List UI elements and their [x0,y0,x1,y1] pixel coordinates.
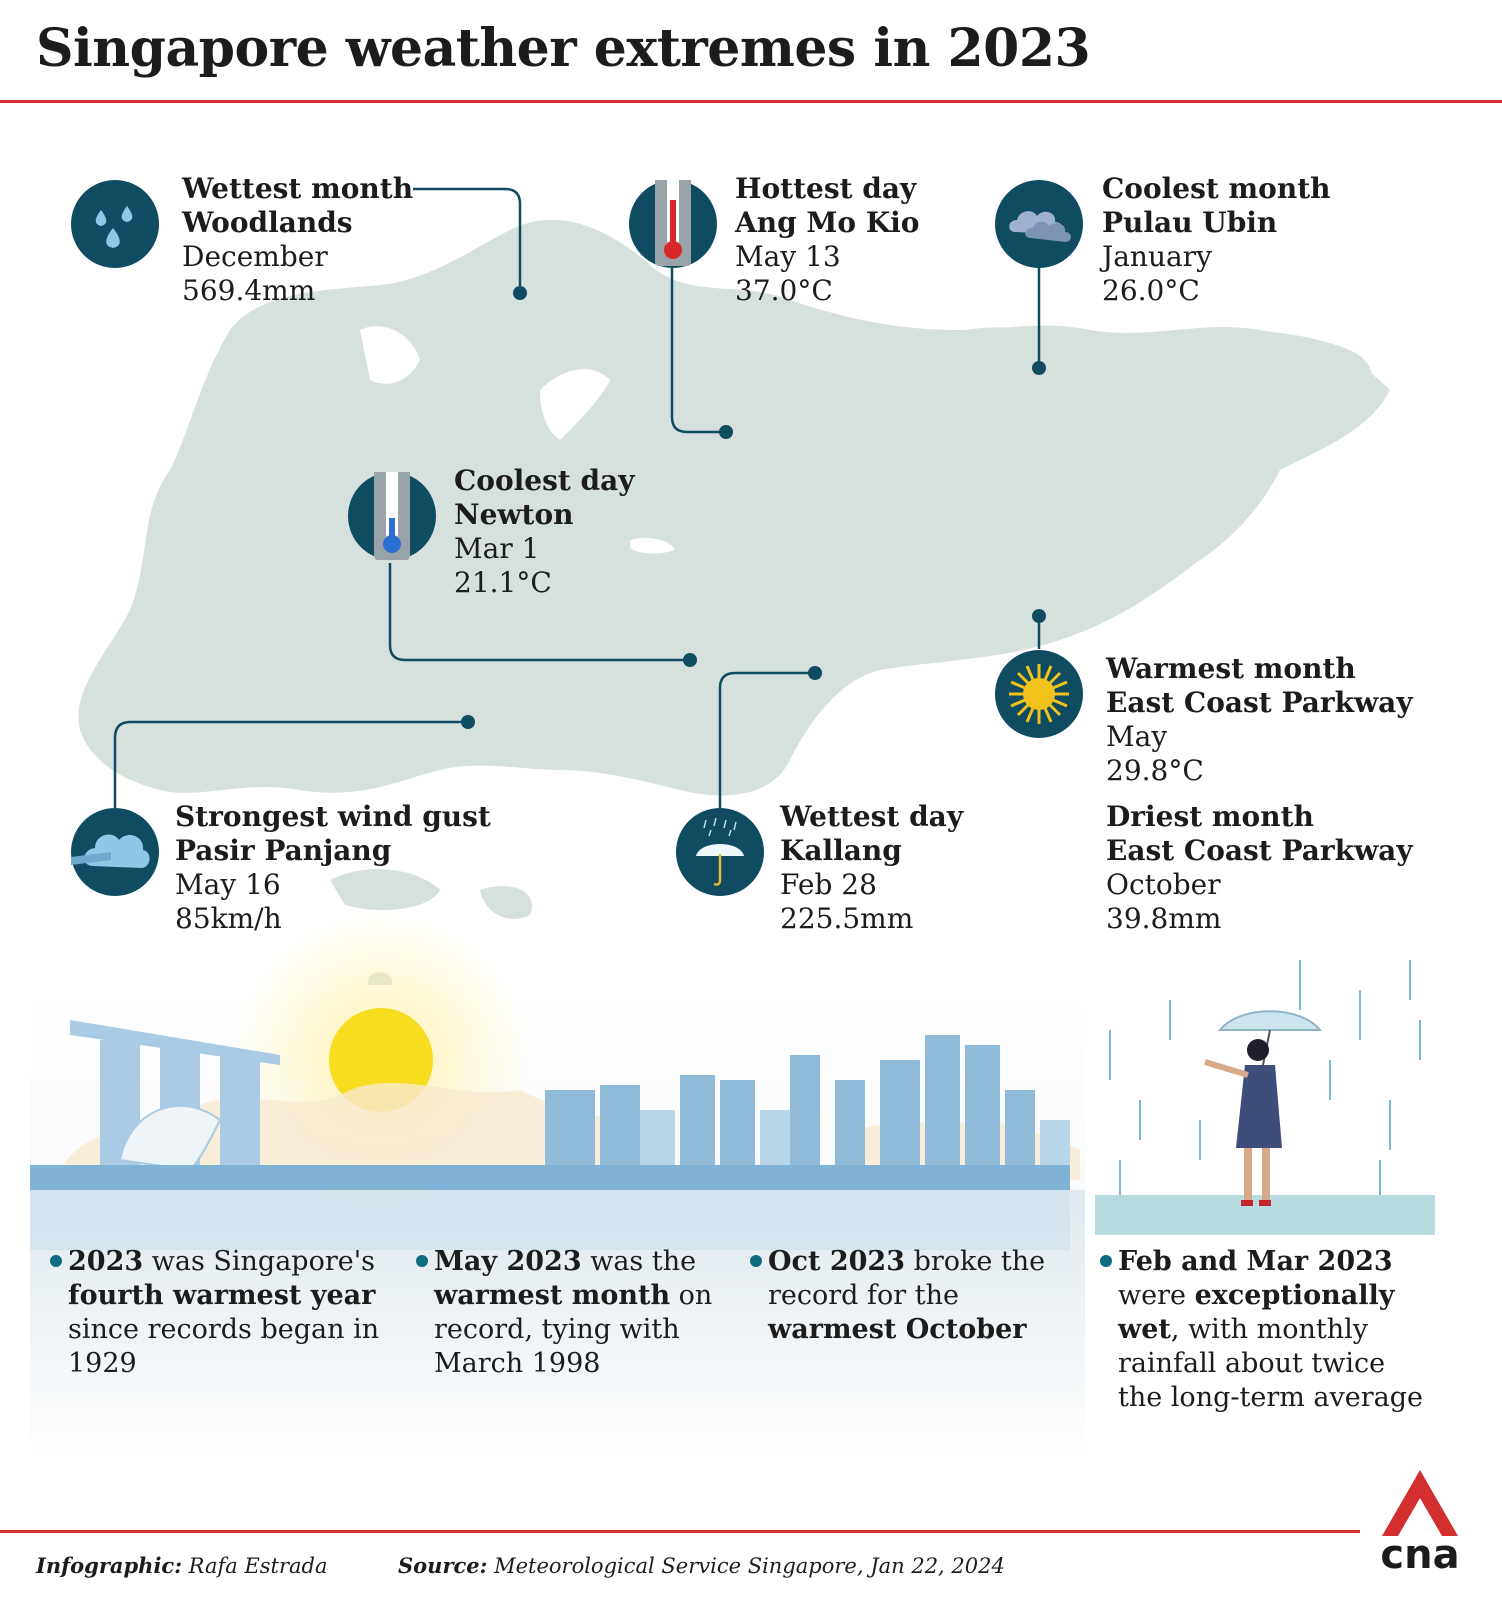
source-value: Meteorological Service Singapore, Jan 22, 2024 [494,1554,1005,1578]
extreme-date: December [182,240,328,273]
bullet-icon [750,1255,762,1267]
extreme-date: May 13 [735,240,841,273]
extreme-heading: Hottest day [735,172,917,205]
extreme-heading: Strongest wind gust [175,800,491,833]
label-coolest-day [454,464,635,600]
fact-warmest-month [416,1245,736,1381]
woman-with-umbrella-illustration [1205,1011,1320,1206]
extreme-place: East Coast Parkway [1106,834,1413,867]
wind-cloud-icon [71,808,159,896]
extreme-value: 85km/h [175,902,282,935]
extreme-date: January [1102,240,1212,273]
location-dot [1032,609,1046,623]
source-label: Source: [398,1553,488,1578]
location-dot [461,715,475,729]
extreme-date: October [1106,868,1221,901]
location-dot [513,286,527,300]
label-driest-month [1106,800,1413,936]
fact-fourth-warmest-year [50,1245,400,1381]
sun-icon [995,650,1083,738]
extreme-value: 569.4mm [182,274,316,307]
fact-text: was the [581,1246,697,1277]
fact-text: record for the [768,1280,959,1311]
fact-text: 1929 [68,1348,137,1379]
extreme-value: 39.8mm [1106,902,1222,935]
extreme-place: Pulau Ubin [1102,206,1278,239]
fact-bold: exceptionally [1194,1280,1395,1311]
label-hottest-day [735,172,919,308]
label-coolest-month [1102,172,1330,308]
extreme-place: East Coast Parkway [1106,686,1413,719]
credit-value: Rafa Estrada [188,1554,328,1578]
fact-text: March 1998 [434,1348,601,1379]
location-dot [808,666,822,680]
fact-text: since records began in [68,1314,380,1345]
extreme-heading: Coolest day [454,464,635,497]
skyline-reflection [30,1190,1070,1250]
thermometer-hot-icon [629,180,717,268]
extreme-value: 29.8°C [1106,754,1204,787]
fact-warmest-october [750,1245,1070,1347]
extreme-heading: Wettest month [182,172,414,205]
umbrella-rain-icon [676,808,764,896]
label-wettest-month [182,172,413,308]
fact-bold: warmest month [434,1280,671,1311]
extreme-heading: Wettest day [780,800,964,833]
extreme-date: May [1106,720,1168,753]
waterfront [30,1165,1070,1190]
label-warmest-month [1106,652,1413,788]
fact-text: rainfall about twice [1118,1348,1386,1379]
cloud-icon [995,180,1083,268]
location-dot [683,653,697,667]
fact-text: the long-term average [1118,1382,1424,1413]
location-dot [1032,361,1046,375]
extreme-heading: Driest month [1106,800,1314,833]
extreme-place: Newton [454,498,574,531]
thermometer-cold-icon [348,472,436,560]
location-dot [719,425,733,439]
fact-text: record, tying with [434,1314,680,1345]
logo-text: cna [1380,1532,1460,1578]
fact-exceptionally-wet [1100,1245,1460,1415]
extreme-date: May 16 [175,868,281,901]
extreme-value: 37.0°C [735,274,833,307]
bullet-icon [416,1255,428,1267]
bullet-icon [50,1255,62,1267]
footer-source [398,1553,1005,1578]
extreme-place: Ang Mo Kio [735,206,920,239]
fact-text: on [670,1280,713,1311]
fact-text: were [1118,1280,1195,1311]
fact-bold: Oct 2023 [768,1246,905,1277]
extreme-date: Mar 1 [454,532,540,565]
extreme-heading: Coolest month [1102,172,1331,205]
extreme-value: 21.1°C [454,566,552,599]
rain-drops-icon [71,180,159,268]
label-wettest-day [780,800,963,936]
extreme-value: 225.5mm [780,902,914,935]
extreme-place: Kallang [780,834,902,867]
cna-logo-icon [1372,1466,1468,1578]
footer-divider [0,1530,1360,1533]
fact-text: broke the [904,1246,1046,1277]
credit-label: Infographic: [36,1553,182,1578]
fact-bold: fourth warmest year [68,1280,376,1311]
fact-bold: warmest October [768,1314,1027,1345]
fact-bold: Feb and Mar 2023 [1118,1246,1393,1277]
fact-text: , with monthly [1170,1314,1369,1345]
bullet-icon [1100,1255,1112,1267]
footer-credit [36,1553,328,1578]
extreme-value: 26.0°C [1102,274,1200,307]
extreme-heading: Warmest month [1106,652,1356,685]
fact-bold: May 2023 [434,1246,582,1277]
label-strongest-gust [175,800,491,936]
fact-bold: 2023 [68,1246,144,1277]
fact-text: was Singapore's [143,1246,375,1277]
extreme-place: Pasir Panjang [175,834,392,867]
fact-bold: wet [1118,1314,1171,1345]
page-title: Singapore weather extremes in 2023 [36,18,1091,79]
extreme-place: Woodlands [182,206,353,239]
extreme-date: Feb 28 [780,868,877,901]
